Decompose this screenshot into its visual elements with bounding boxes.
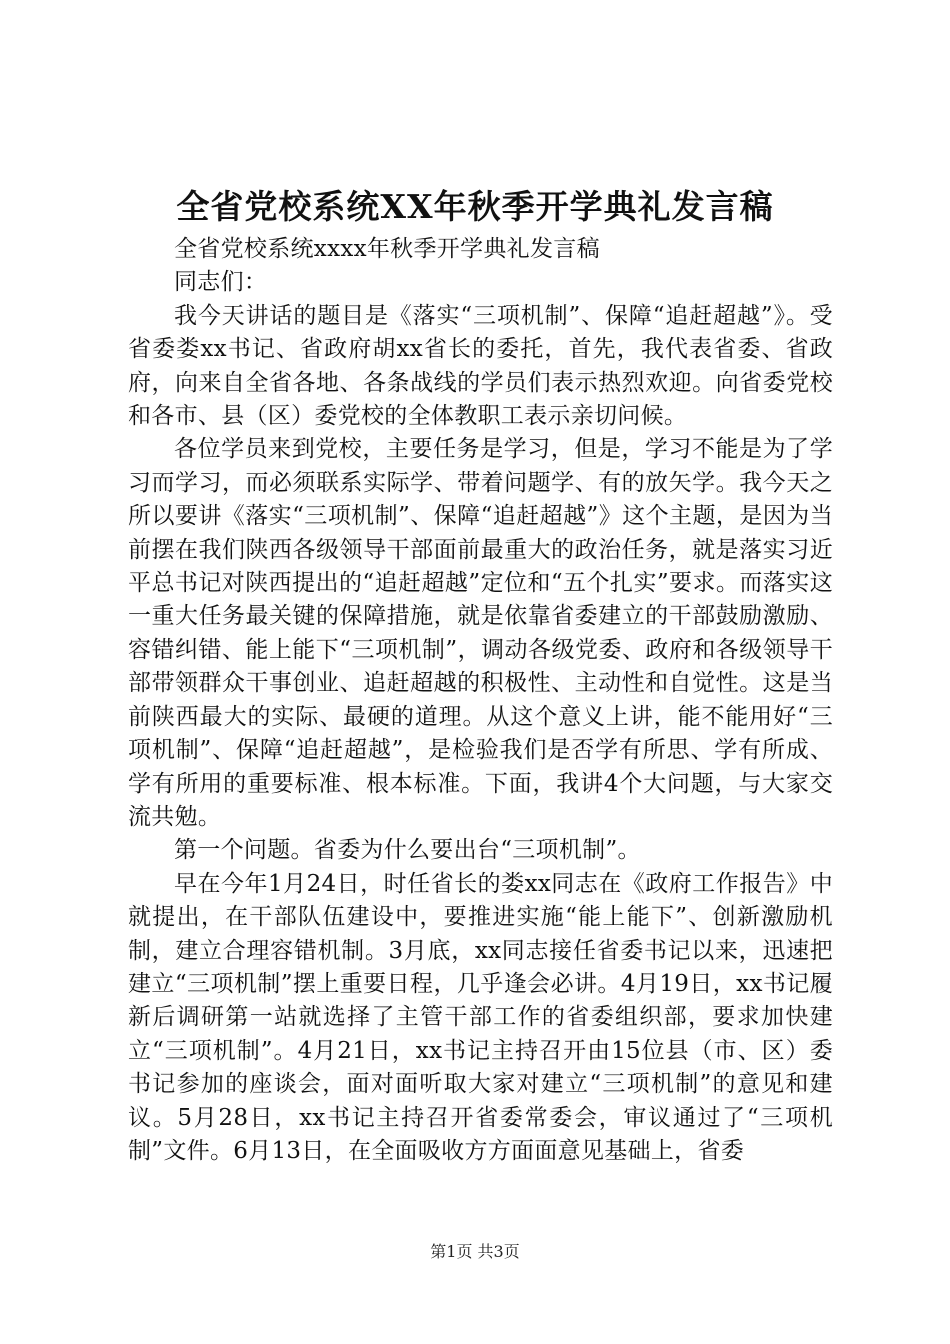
document-title: 全省党校系统XX年秋季开学典礼发言稿 (176, 187, 774, 226)
subtitle-paragraph: 全省党校系统xxxx年秋季开学典礼发言稿 (174, 236, 600, 262)
body-paragraph: 早在今年1月24日，时任省长的娄xx同志在《政府工作报告》中就提出，在干部队伍建设中，要推进实施“能上能下”、创新激励机制，建立合理容错机制。3月底，xx同志接任省委书记以来，迅速把建立“三项机制”摆上重要日程，几乎逢会必讲。4月19日，xx书记履新后调研第一站就选择了主管干部工作的省委组织部，要求加快建立“三项机制”。4月21日，xx书记主持召开由15位县（市、区）委书记参加的座谈会，面对面听取大家对建立“三项机制”的意见和建议。5月28日，xx书记主持召开省委常委会，审议通过了“三项机制”文件。6月13日，在全面吸收方方面面意见基础上，省委 (128, 870, 833, 1164)
body-paragraph: 我今天讲话的题目是《落实“三项机制”、保障“追赶超越”》。受省委娄xx书记、省政府胡xx省长的委托，首先，我代表省委、省政府，向来自全省各地、各条战线的学员们表示热烈欢迎。向省委党校和各市、县（区）委党校的全体教职工表示亲切问候。 (128, 302, 833, 430)
body-paragraph: 各位学员来到党校，主要任务是学习，但是，学习不能是为了学习而学习，而必须联系实际学、带着问题学、有的放矢学。我今天之所以要讲《落实“三项机制”、保障“追赶超越”》这个主题，是因为当前摆在我们陕西各级领导干部面前最重大的政治任务，就是落实习近平总书记对陕西提出的“追赶超越”定位和“五个扎实”要求。而落实这一重大任务最关键的保障措施，就是依靠省委建立的干部鼓励激励、容错纠错、能上能下“三项机制”，调动各级党委、政府和各级领导干部带领群众干事创业、追赶超越的积极性、主动性和自觉性。这是当前陕西最大的实际、最硬的道理。从这个意义上讲，能不能用好“三项机制”、保障“追赶超越”，是检验我们是否学有所思、学有所成、学有所用的重要标准、根本标准。下面，我讲4个大问题，与大家交流共勉。 (128, 436, 833, 830)
document-body (128, 233, 833, 1168)
page-footer: 第1页 共3页 (430, 1242, 520, 1261)
salutation-paragraph: 同志们： (174, 269, 268, 296)
section-heading-paragraph: 第一个问题。省委为什么要出台“三项机制”。 (174, 837, 641, 864)
